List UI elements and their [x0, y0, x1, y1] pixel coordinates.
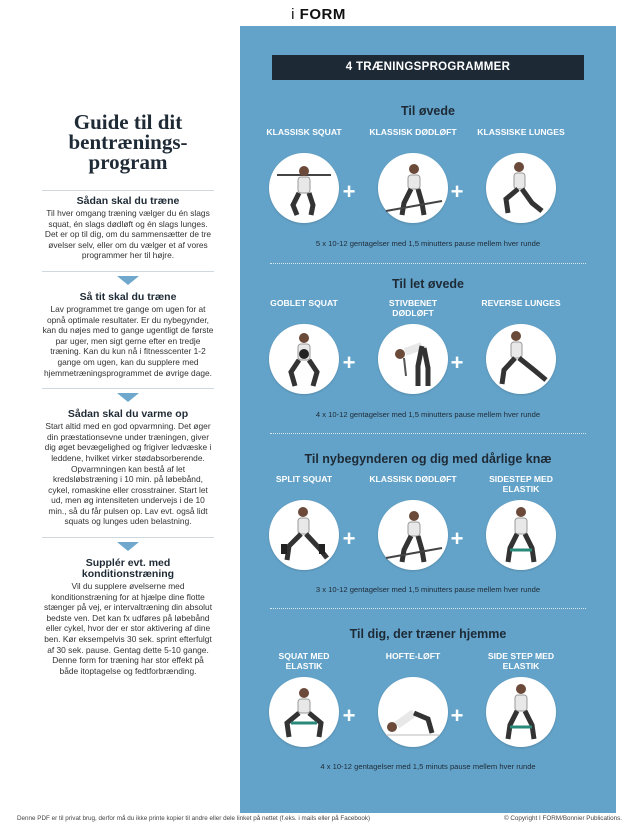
exercise-card [368, 298, 458, 394]
title-divider [42, 190, 214, 191]
exercise-stiff-leg-deadlift-illustration [378, 324, 448, 394]
plus-icon: + [342, 703, 356, 728]
exercise-card [259, 651, 349, 747]
exercise-label: HOFTE-LØFT [385, 651, 441, 661]
exercise-label: SQUAT MED ELASTIK [278, 651, 330, 671]
exercise-card [368, 651, 458, 747]
section-text: Vil du supplere øvelserne med konditionstræning for at hjælpe dine flotte stænger på vej, er intervaltræning din absolut bedste ven. Det kan fx udføres på løbebånd eller cykel, hvor der er stor aktivering af dine ben. Kør eksempelvis 30 sek. sprint efterfulgt af 30 sek. pause. Gentag dette 5-10 gange. Denne form for træning har stor effekt på både itoptagelse og fedtforbrænding. [43, 581, 213, 676]
section-text: Til hver omgang træning vælger du én slags squat, én slags dødløft og én slags lunges. Det er op til dig, om du sammensætter de tre øvelser selv, eller om du vælger et af vores programmer her til højre. [44, 208, 212, 261]
guide-section-train [42, 196, 214, 261]
program-separator [270, 608, 586, 609]
program-title-advanced: Til øvede [401, 104, 455, 118]
guide-title-line-3: program [88, 150, 168, 174]
exercise-deadlift-illustration [378, 500, 448, 570]
exercise-label: SIDESTEP MED ELASTIK [489, 474, 553, 494]
plus-icon: + [342, 179, 356, 204]
plus-icon: + [450, 179, 464, 204]
exercise-sidestep-band-illustration [486, 500, 556, 570]
exercise-card [259, 127, 349, 223]
exercise-label: KLASSISK DØDLØFT [369, 474, 457, 484]
exercise-label: KLASSISK DØDLØFT [369, 127, 457, 137]
exercise-card [476, 298, 566, 394]
exercise-card [368, 127, 458, 223]
section-title: Supplér evt. med konditionstræning [81, 557, 175, 581]
exercise-card [476, 651, 566, 747]
program-title-intermediate: Til let øvede [391, 277, 464, 291]
section-title: Sådan skal du træne [76, 195, 180, 207]
guide-title [42, 112, 214, 172]
program-title-beginner: Til nybegynderen og dig med dårlige knæ [304, 452, 552, 466]
footer-copyright: © Copyright I FORM/Bonnier Publications. [503, 815, 622, 822]
program-title-home: Til dig, der træner hjemme [349, 627, 507, 641]
section-title: Så tit skal du træne [79, 290, 177, 303]
section-text: Start altid med en god opvarmning. Det øger din præstationsevne under træningen, giver dig øget bevægelighed og frigiver ledvæske i leddene, hvilket virker stødabsorberende. Opvarmningen kan bestå af let kredsløbstræning i 10 min. på løbebånd, cykel, romaskine eller crosstrainer. Start let ud, men øg intensiteten undervejs i de 10 min., så du får pulsen op. Lav evt. også lidt squats og lunges uden belastning. [44, 421, 212, 527]
program-reps: 4 x 10-12 gentagelser med 1,5 minuts pause mellem hver runde [320, 762, 536, 771]
exercise-label: SPLIT SQUAT [275, 474, 333, 484]
programs-panel [240, 26, 616, 813]
program-separator [270, 263, 586, 264]
section-text: Lav programmet tre gange om ugen for at opnå optimale resultater. Er du nybegynder, kan du nøjes med to gange ugentligt de første par uger, men sigt gerne efter en tredje træning. Kan du kun nå i fitnesscenter 1-2 gange om ugen, kan du supplere med hjemmetræningsprogrammet de øvrige dage. [42, 303, 214, 378]
plus-icon: + [450, 526, 464, 551]
exercise-label: GOBLET SQUAT [270, 298, 338, 308]
exercise-split-squat-illustration [269, 500, 339, 570]
program-separator [270, 433, 586, 434]
guide-section-cardio [42, 558, 214, 676]
exercise-card [368, 474, 458, 570]
exercise-deadlift-illustration [378, 153, 448, 223]
plus-icon: + [342, 526, 356, 551]
plus-icon: + [450, 350, 464, 375]
logo-prefix: i [291, 6, 295, 23]
exercise-sidestep-band-illustration [486, 677, 556, 747]
guide-title-line-2: bentrænings- [68, 130, 188, 154]
down-arrow-icon [117, 393, 139, 402]
exercise-squat-band-illustration [269, 677, 339, 747]
guide-section-frequency [42, 292, 214, 378]
exercise-goblet-squat-illustration [269, 324, 339, 394]
section-title: Sådan skal du varme op [67, 408, 189, 421]
plus-icon: + [342, 350, 356, 375]
section-divider [42, 537, 214, 538]
program-reps: 5 x 10-12 gentagelser med 1,5 minutters pause mellem hver runde [315, 239, 541, 248]
guide-section-warmup [42, 409, 214, 527]
exercise-label: SIDE STEP MED ELASTIK [487, 651, 555, 671]
exercise-hip-thrust-illustration [378, 677, 448, 747]
footer-disclaimer: Denne PDF er til privat brug, derfor må du ikke printe kopier til andre eller dele linket på nettet (f.eks. i mails eller på Facebook) [17, 815, 371, 822]
magazine-logo [0, 6, 637, 23]
exercise-card [259, 474, 349, 570]
exercise-card [259, 298, 349, 394]
exercise-label: KLASSISK SQUAT [266, 127, 342, 137]
programs-banner: 4 TRÆNINGSPROGRAMMER [272, 55, 584, 80]
down-arrow-icon [117, 542, 139, 551]
exercise-label: REVERSE LUNGES [481, 298, 561, 308]
exercise-squat-illustration [269, 153, 339, 223]
exercise-card [476, 474, 566, 570]
exercise-label: STIVBENET DØDLØFT [388, 298, 438, 318]
section-divider [42, 271, 214, 272]
exercise-reverse-lunges-illustration [486, 324, 556, 394]
logo-name: FORM [299, 6, 346, 23]
program-reps: 3 x 10-12 gentagelser med 1,5 minutters pause mellem hver runde [315, 585, 541, 594]
exercise-label: KLASSISKE LUNGES [477, 127, 565, 137]
guide-title-line-1: Guide til dit [73, 110, 183, 134]
guide-column [42, 100, 214, 676]
exercise-card [476, 127, 566, 223]
plus-icon: + [450, 703, 464, 728]
exercise-lunges-illustration [486, 153, 556, 223]
down-arrow-icon [117, 276, 139, 285]
program-reps: 4 x 10-12 gentagelser med 1,5 minutters pause mellem hver runde [315, 410, 541, 419]
section-divider [42, 388, 214, 389]
